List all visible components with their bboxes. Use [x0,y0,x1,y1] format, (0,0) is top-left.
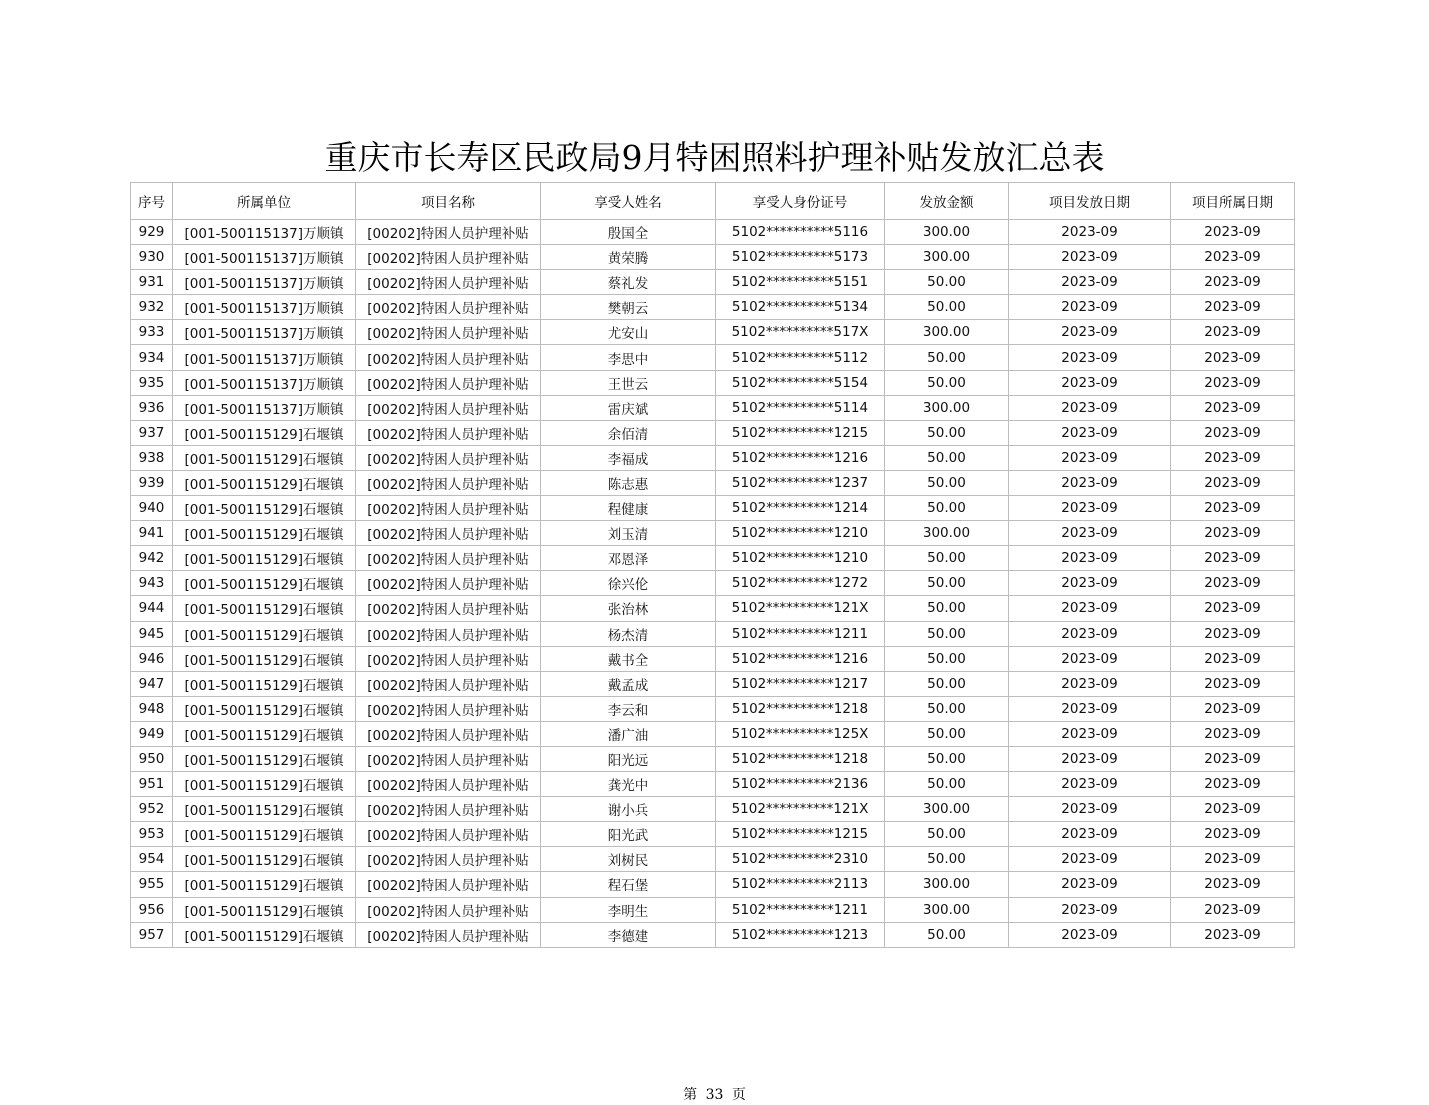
cell-issue-date: 2023-09 [1009,320,1171,345]
cell-name: 黄荣腾 [541,245,716,270]
table-row [131,395,1295,420]
cell-issue-date: 2023-09 [1009,521,1171,546]
cell-name: 樊朝云 [541,295,716,320]
cell-name: 陈志惠 [541,470,716,495]
cell-name: 徐兴伦 [541,571,716,596]
cell-unit: [001-500115129]石堰镇 [173,420,356,445]
cell-unit: [001-500115129]石堰镇 [173,772,356,797]
cell-name: 刘玉清 [541,521,716,546]
cell-name: 雷庆斌 [541,395,716,420]
cell-project: [00202]特困人员护理补贴 [356,721,541,746]
cell-amount: 50.00 [885,847,1009,872]
cell-index: 953 [131,822,173,847]
cell-unit: [001-500115129]石堰镇 [173,521,356,546]
page-number: 33 [705,1087,724,1103]
cell-name: 王世云 [541,370,716,395]
table-row [131,872,1295,897]
cell-amount: 300.00 [885,872,1009,897]
cell-project: [00202]特困人员护理补贴 [356,470,541,495]
cell-period: 2023-09 [1171,220,1295,245]
cell-unit: [001-500115137]万顺镇 [173,295,356,320]
cell-id-number: 5102**********2136 [716,772,885,797]
cell-period: 2023-09 [1171,822,1295,847]
table-row [131,646,1295,671]
cell-id-number: 5102**********2310 [716,847,885,872]
cell-project: [00202]特困人员护理补贴 [356,445,541,470]
cell-index: 956 [131,897,173,922]
cell-issue-date: 2023-09 [1009,420,1171,445]
cell-id-number: 5102**********125X [716,721,885,746]
column-header-project: 项目名称 [356,183,541,220]
cell-index: 935 [131,370,173,395]
cell-project: [00202]特困人员护理补贴 [356,220,541,245]
cell-id-number: 5102**********5114 [716,395,885,420]
cell-index: 951 [131,772,173,797]
table-row [131,345,1295,370]
cell-project: [00202]特困人员护理补贴 [356,621,541,646]
cell-project: [00202]特困人员护理补贴 [356,521,541,546]
cell-period: 2023-09 [1171,395,1295,420]
cell-index: 933 [131,320,173,345]
cell-index: 936 [131,395,173,420]
cell-unit: [001-500115137]万顺镇 [173,270,356,295]
cell-amount: 50.00 [885,445,1009,470]
cell-index: 940 [131,496,173,521]
cell-name: 张治林 [541,596,716,621]
cell-unit: [001-500115129]石堰镇 [173,746,356,771]
cell-unit: [001-500115129]石堰镇 [173,847,356,872]
column-header-amount: 发放金额 [885,183,1009,220]
cell-id-number: 5102**********1237 [716,470,885,495]
table-row [131,797,1295,822]
cell-period: 2023-09 [1171,922,1295,947]
cell-period: 2023-09 [1171,521,1295,546]
cell-name: 李福成 [541,445,716,470]
cell-amount: 50.00 [885,496,1009,521]
table-row [131,571,1295,596]
cell-project: [00202]特困人员护理补贴 [356,797,541,822]
cell-index: 930 [131,245,173,270]
cell-index: 955 [131,872,173,897]
cell-name: 李明生 [541,897,716,922]
cell-amount: 50.00 [885,746,1009,771]
cell-unit: [001-500115129]石堰镇 [173,621,356,646]
cell-project: [00202]特困人员护理补贴 [356,671,541,696]
cell-period: 2023-09 [1171,621,1295,646]
cell-id-number: 5102**********1216 [716,445,885,470]
cell-issue-date: 2023-09 [1009,596,1171,621]
cell-period: 2023-09 [1171,671,1295,696]
cell-index: 937 [131,420,173,445]
column-header-period: 项目所属日期 [1171,183,1295,220]
cell-period: 2023-09 [1171,320,1295,345]
cell-index: 949 [131,721,173,746]
cell-name: 潘广油 [541,721,716,746]
cell-project: [00202]特困人员护理补贴 [356,295,541,320]
footer-prefix: 第 [683,1087,698,1103]
cell-period: 2023-09 [1171,445,1295,470]
cell-index: 947 [131,671,173,696]
column-header-unit: 所属单位 [173,183,356,220]
cell-period: 2023-09 [1171,496,1295,521]
footer-suffix: 页 [731,1087,746,1103]
cell-name: 李德建 [541,922,716,947]
table-row [131,320,1295,345]
column-header-index: 序号 [131,183,173,220]
cell-id-number: 5102**********1210 [716,546,885,571]
cell-issue-date: 2023-09 [1009,746,1171,771]
cell-amount: 50.00 [885,772,1009,797]
cell-name: 龚光中 [541,772,716,797]
cell-amount: 300.00 [885,220,1009,245]
cell-id-number: 5102**********121X [716,596,885,621]
cell-index: 934 [131,345,173,370]
table-row [131,245,1295,270]
cell-amount: 50.00 [885,470,1009,495]
cell-period: 2023-09 [1171,596,1295,621]
cell-id-number: 5102**********121X [716,797,885,822]
cell-period: 2023-09 [1171,370,1295,395]
cell-period: 2023-09 [1171,571,1295,596]
cell-period: 2023-09 [1171,245,1295,270]
cell-id-number: 5102**********5116 [716,220,885,245]
table-row [131,521,1295,546]
cell-index: 932 [131,295,173,320]
table-row [131,220,1295,245]
cell-unit: [001-500115129]石堰镇 [173,571,356,596]
cell-period: 2023-09 [1171,797,1295,822]
cell-amount: 50.00 [885,696,1009,721]
cell-issue-date: 2023-09 [1009,295,1171,320]
cell-unit: [001-500115129]石堰镇 [173,822,356,847]
cell-index: 938 [131,445,173,470]
table-row [131,671,1295,696]
cell-unit: [001-500115137]万顺镇 [173,320,356,345]
cell-project: [00202]特困人员护理补贴 [356,696,541,721]
cell-project: [00202]特困人员护理补贴 [356,571,541,596]
cell-unit: [001-500115129]石堰镇 [173,646,356,671]
cell-period: 2023-09 [1171,420,1295,445]
cell-index: 950 [131,746,173,771]
cell-id-number: 5102**********1213 [716,922,885,947]
cell-id-number: 5102**********5173 [716,245,885,270]
cell-period: 2023-09 [1171,546,1295,571]
cell-issue-date: 2023-09 [1009,922,1171,947]
cell-period: 2023-09 [1171,345,1295,370]
cell-issue-date: 2023-09 [1009,621,1171,646]
cell-name: 邓恩泽 [541,546,716,571]
page-footer [0,1084,1429,1104]
cell-issue-date: 2023-09 [1009,395,1171,420]
cell-index: 952 [131,797,173,822]
cell-period: 2023-09 [1171,746,1295,771]
cell-project: [00202]特困人员护理补贴 [356,345,541,370]
column-header-name: 享受人姓名 [541,183,716,220]
cell-project: [00202]特困人员护理补贴 [356,320,541,345]
cell-id-number: 5102**********1211 [716,621,885,646]
subsidy-table [130,182,1295,948]
cell-issue-date: 2023-09 [1009,245,1171,270]
cell-issue-date: 2023-09 [1009,220,1171,245]
cell-period: 2023-09 [1171,270,1295,295]
cell-name: 蔡礼发 [541,270,716,295]
cell-name: 杨杰清 [541,621,716,646]
cell-issue-date: 2023-09 [1009,847,1171,872]
cell-name: 余佰清 [541,420,716,445]
cell-index: 945 [131,621,173,646]
cell-project: [00202]特困人员护理补贴 [356,245,541,270]
cell-name: 阳光武 [541,822,716,847]
cell-issue-date: 2023-09 [1009,646,1171,671]
cell-index: 939 [131,470,173,495]
cell-amount: 50.00 [885,596,1009,621]
cell-project: [00202]特困人员护理补贴 [356,370,541,395]
table-row [131,270,1295,295]
cell-index: 954 [131,847,173,872]
cell-unit: [001-500115129]石堰镇 [173,671,356,696]
cell-id-number: 5102**********5151 [716,270,885,295]
cell-issue-date: 2023-09 [1009,797,1171,822]
cell-name: 程健康 [541,496,716,521]
cell-unit: [001-500115129]石堰镇 [173,922,356,947]
cell-amount: 50.00 [885,646,1009,671]
table-row [131,295,1295,320]
cell-issue-date: 2023-09 [1009,822,1171,847]
cell-project: [00202]特困人员护理补贴 [356,496,541,521]
cell-name: 谢小兵 [541,797,716,822]
table-row [131,370,1295,395]
cell-period: 2023-09 [1171,295,1295,320]
cell-amount: 50.00 [885,571,1009,596]
cell-name: 李思中 [541,345,716,370]
cell-amount: 300.00 [885,245,1009,270]
cell-unit: [001-500115137]万顺镇 [173,395,356,420]
cell-name: 刘树民 [541,847,716,872]
cell-amount: 300.00 [885,521,1009,546]
cell-id-number: 5102**********1218 [716,746,885,771]
cell-project: [00202]特困人员护理补贴 [356,546,541,571]
table-row [131,847,1295,872]
cell-project: [00202]特困人员护理补贴 [356,646,541,671]
table-row [131,922,1295,947]
table-row [131,496,1295,521]
cell-index: 944 [131,596,173,621]
cell-id-number: 5102**********1215 [716,420,885,445]
cell-amount: 300.00 [885,797,1009,822]
cell-id-number: 5102**********2113 [716,872,885,897]
cell-amount: 50.00 [885,671,1009,696]
cell-project: [00202]特困人员护理补贴 [356,420,541,445]
table-row [131,470,1295,495]
cell-index: 943 [131,571,173,596]
cell-period: 2023-09 [1171,470,1295,495]
cell-unit: [001-500115129]石堰镇 [173,872,356,897]
cell-unit: [001-500115137]万顺镇 [173,345,356,370]
cell-period: 2023-09 [1171,646,1295,671]
table-row [131,746,1295,771]
cell-unit: [001-500115129]石堰镇 [173,797,356,822]
cell-period: 2023-09 [1171,696,1295,721]
cell-name: 李云和 [541,696,716,721]
cell-project: [00202]特困人员护理补贴 [356,772,541,797]
table-row [131,596,1295,621]
cell-id-number: 5102**********1217 [716,671,885,696]
table-row [131,445,1295,470]
cell-amount: 300.00 [885,897,1009,922]
cell-index: 929 [131,220,173,245]
cell-index: 946 [131,646,173,671]
cell-issue-date: 2023-09 [1009,470,1171,495]
cell-issue-date: 2023-09 [1009,546,1171,571]
cell-amount: 50.00 [885,370,1009,395]
cell-id-number: 5102**********1214 [716,496,885,521]
table-row [131,621,1295,646]
cell-unit: [001-500115137]万顺镇 [173,245,356,270]
cell-unit: [001-500115129]石堰镇 [173,546,356,571]
cell-id-number: 5102**********5112 [716,345,885,370]
cell-amount: 300.00 [885,320,1009,345]
cell-amount: 50.00 [885,295,1009,320]
cell-amount: 50.00 [885,546,1009,571]
cell-project: [00202]特困人员护理补贴 [356,395,541,420]
cell-index: 931 [131,270,173,295]
cell-issue-date: 2023-09 [1009,721,1171,746]
cell-issue-date: 2023-09 [1009,496,1171,521]
table-row [131,546,1295,571]
cell-amount: 300.00 [885,395,1009,420]
cell-index: 957 [131,922,173,947]
cell-id-number: 5102**********5134 [716,295,885,320]
cell-period: 2023-09 [1171,847,1295,872]
cell-id-number: 5102**********1210 [716,521,885,546]
cell-amount: 50.00 [885,345,1009,370]
cell-amount: 50.00 [885,621,1009,646]
column-header-id-number: 享受人身份证号 [716,183,885,220]
table-row [131,822,1295,847]
cell-project: [00202]特困人员护理补贴 [356,872,541,897]
cell-amount: 50.00 [885,420,1009,445]
cell-index: 948 [131,696,173,721]
cell-id-number: 5102**********1218 [716,696,885,721]
cell-name: 阳光远 [541,746,716,771]
cell-unit: [001-500115129]石堰镇 [173,496,356,521]
cell-unit: [001-500115129]石堰镇 [173,897,356,922]
cell-issue-date: 2023-09 [1009,345,1171,370]
cell-period: 2023-09 [1171,897,1295,922]
cell-amount: 50.00 [885,270,1009,295]
cell-index: 942 [131,546,173,571]
cell-issue-date: 2023-09 [1009,571,1171,596]
cell-amount: 50.00 [885,721,1009,746]
cell-name: 程石堡 [541,872,716,897]
cell-unit: [001-500115129]石堰镇 [173,445,356,470]
cell-period: 2023-09 [1171,721,1295,746]
cell-id-number: 5102**********1215 [716,822,885,847]
cell-unit: [001-500115137]万顺镇 [173,370,356,395]
cell-project: [00202]特困人员护理补贴 [356,847,541,872]
cell-name: 戴书全 [541,646,716,671]
page-title: 重庆市长寿区民政局9月特困照料护理补贴发放汇总表 [324,138,1105,177]
cell-project: [00202]特困人员护理补贴 [356,922,541,947]
cell-amount: 50.00 [885,922,1009,947]
cell-unit: [001-500115129]石堰镇 [173,596,356,621]
cell-issue-date: 2023-09 [1009,671,1171,696]
cell-name: 戴孟成 [541,671,716,696]
cell-project: [00202]特困人员护理补贴 [356,596,541,621]
cell-id-number: 5102**********1272 [716,571,885,596]
cell-unit: [001-500115129]石堰镇 [173,696,356,721]
column-header-issue-date: 项目发放日期 [1009,183,1171,220]
cell-project: [00202]特困人员护理补贴 [356,746,541,771]
cell-id-number: 5102**********5154 [716,370,885,395]
table-header-row [131,183,1295,220]
cell-unit: [001-500115137]万顺镇 [173,220,356,245]
table-body [131,220,1295,948]
cell-project: [00202]特困人员护理补贴 [356,822,541,847]
cell-issue-date: 2023-09 [1009,270,1171,295]
table-row [131,696,1295,721]
cell-unit: [001-500115129]石堰镇 [173,721,356,746]
cell-index: 941 [131,521,173,546]
cell-issue-date: 2023-09 [1009,872,1171,897]
cell-name: 尤安山 [541,320,716,345]
cell-issue-date: 2023-09 [1009,370,1171,395]
cell-project: [00202]特困人员护理补贴 [356,897,541,922]
cell-id-number: 5102**********1211 [716,897,885,922]
table-row [131,420,1295,445]
table-row [131,772,1295,797]
cell-period: 2023-09 [1171,772,1295,797]
cell-issue-date: 2023-09 [1009,772,1171,797]
cell-period: 2023-09 [1171,872,1295,897]
cell-issue-date: 2023-09 [1009,445,1171,470]
cell-issue-date: 2023-09 [1009,696,1171,721]
cell-project: [00202]特困人员护理补贴 [356,270,541,295]
cell-unit: [001-500115129]石堰镇 [173,470,356,495]
table-row [131,721,1295,746]
cell-name: 殷国全 [541,220,716,245]
cell-amount: 50.00 [885,822,1009,847]
cell-id-number: 5102**********517X [716,320,885,345]
table-row [131,897,1295,922]
cell-issue-date: 2023-09 [1009,897,1171,922]
cell-id-number: 5102**********1216 [716,646,885,671]
